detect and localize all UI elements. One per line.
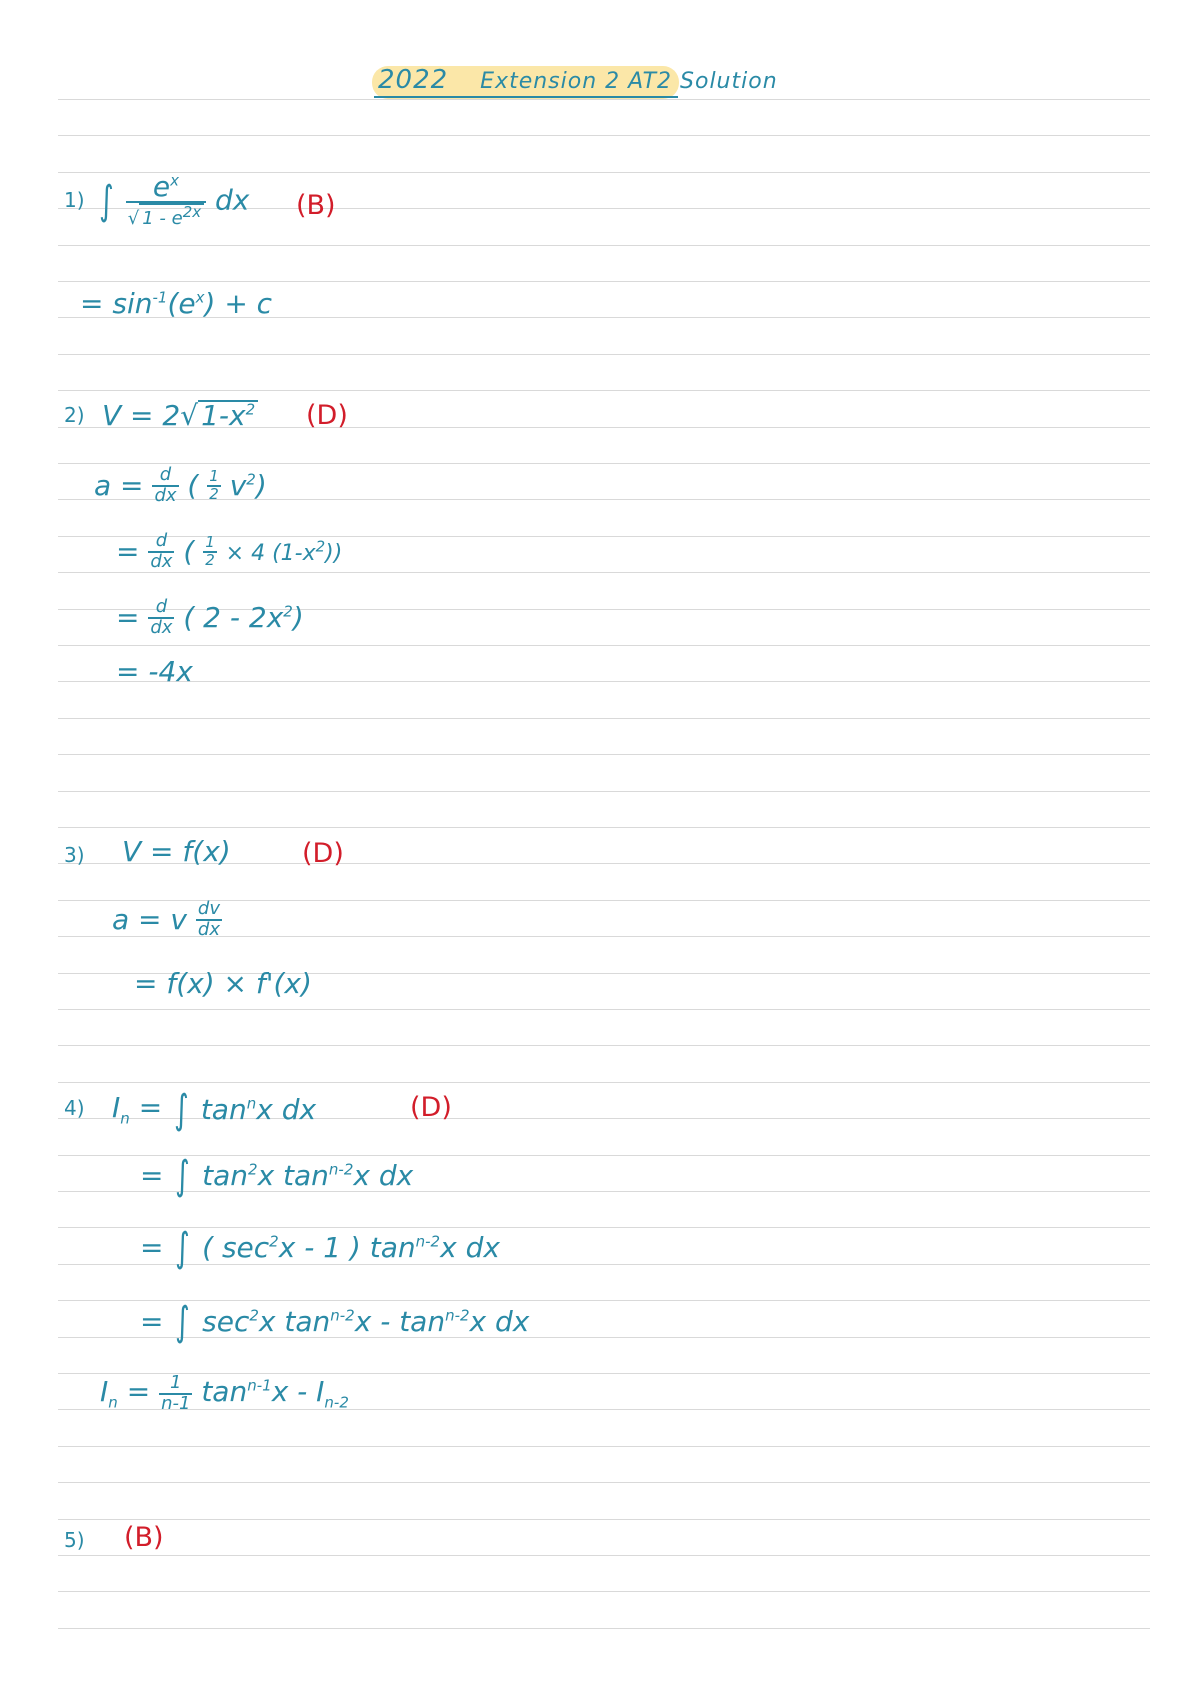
ruled-line <box>58 1446 1150 1447</box>
ruled-line <box>58 572 1150 573</box>
integral-sign-icon: ∫ <box>99 177 114 224</box>
title-year: 2022 <box>378 65 449 95</box>
question-number: 2) <box>64 403 85 427</box>
q1-answer: (B) <box>296 190 336 221</box>
integral-sign-icon: ∫ <box>175 1225 191 1271</box>
ruled-line <box>58 1555 1150 1556</box>
integral-sign-icon: ∫ <box>174 1087 189 1133</box>
root-sign-icon: √ <box>180 399 199 432</box>
q2-line-1: a = $\frac{d}{dx}$ ( $\frac{1}{2}$ $v^2$) <box>94 464 267 506</box>
ruled-line <box>58 1591 1150 1592</box>
ruled-line <box>58 1628 1150 1629</box>
q4-line-2: = ∫ ( $\sec^2x - 1$ ) $\tan^{n-2}x$ dx <box>140 1225 500 1271</box>
integral-sign-icon: ∫ <box>175 1299 191 1345</box>
q3-line-2: = f(x) × f'(x) <box>134 967 312 1000</box>
question-number: 3) <box>64 843 85 867</box>
q3-given: V = f(x) <box>122 835 231 868</box>
q4-answer: (D) <box>410 1092 452 1123</box>
q2-line-2: = $\frac{d}{dx}$ ( $\frac{1}{2}$ × 4 $(1-x^2)$) <box>116 530 343 572</box>
ruled-line <box>58 245 1150 246</box>
q2-line-4: = -4x <box>116 655 193 688</box>
q2-given: V = 2√ $1-x^2$ <box>102 400 258 430</box>
ruled-line <box>58 463 1150 464</box>
question-number: 5) <box>64 1528 85 1552</box>
ruled-line <box>58 1519 1150 1520</box>
ruled-line <box>58 99 1150 100</box>
ruled-line <box>58 281 1150 282</box>
ruled-line <box>58 1009 1150 1010</box>
q4-line-4: $I_n$ = $\frac{1}{n-1}$ $\tan^{n-1}x - I_{n-2}$ <box>100 1372 349 1414</box>
ruled-line <box>58 754 1150 755</box>
ruled-line <box>58 135 1150 136</box>
q1-result: = $\sin^{-1}(e^x) + c$ <box>80 287 273 320</box>
ruled-line <box>58 354 1150 355</box>
ruled-line <box>58 390 1150 391</box>
title-text: Extension 2 AT2 Solution <box>480 69 778 94</box>
ruled-line <box>58 681 1150 682</box>
page-title <box>378 67 778 93</box>
q5-answer: (B) <box>124 1522 164 1553</box>
root-sign-icon: √ <box>127 208 140 230</box>
ruled-line <box>58 645 1150 646</box>
title-underline <box>374 96 678 98</box>
ruled-line <box>58 1300 1150 1301</box>
question-number: 4) <box>64 1096 85 1120</box>
q2-line-3: = $\frac{d}{dx}$ ( $2 - 2x^2$) <box>116 596 304 638</box>
ruled-line <box>58 1045 1150 1046</box>
ruled-line <box>58 1082 1150 1083</box>
q3-line-1: a = v $\frac{dv}{dx}$ <box>112 898 220 940</box>
q4-line-3: = ∫ $\sec^2x$ $\tan^{n-2}x - \tan^{n-2}x$ dx <box>140 1299 530 1345</box>
ruled-line <box>58 1482 1150 1483</box>
q2-answer: (D) <box>306 400 348 431</box>
q3-answer: (D) <box>302 838 344 869</box>
integral-sign-icon: ∫ <box>175 1153 191 1199</box>
ruled-line <box>58 718 1150 719</box>
q1-integral: ∫ $\frac{e^x}{√ 1 - e^{2x}}$ dx <box>99 170 250 230</box>
q4-line-1: = ∫ $\tan^2x$ $\tan^{n-2}x$ dx <box>140 1153 414 1199</box>
q4-line-0: $I_n$ = ∫ $\tan^nx$ dx <box>112 1087 317 1133</box>
ruled-line <box>58 827 1150 828</box>
ruled-line <box>58 791 1150 792</box>
q1-fraction: $\frac{e^x}{√ 1 - e^{2x}}$ <box>126 172 206 229</box>
question-number: 1) <box>64 188 85 212</box>
